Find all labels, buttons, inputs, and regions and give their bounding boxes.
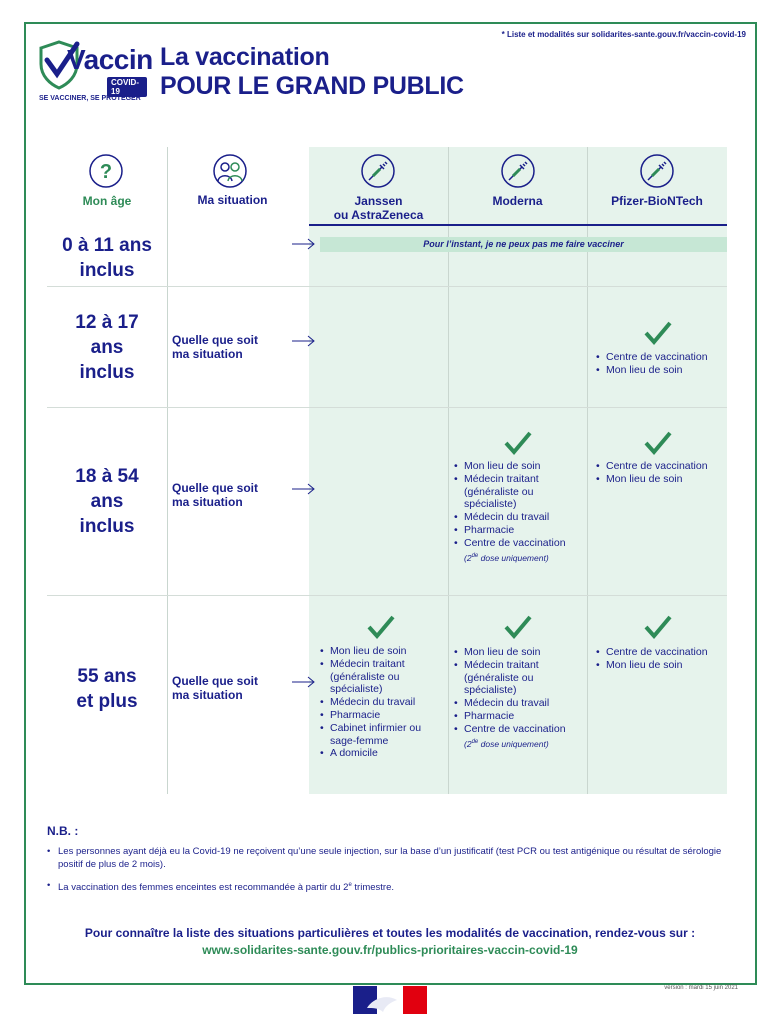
syringe-icon (639, 153, 675, 189)
age-0-11 (47, 233, 167, 283)
row-divider (47, 407, 727, 408)
checkmark-icon (503, 614, 533, 640)
age-line: ans (90, 337, 124, 358)
list-item-line: sage-femme (330, 734, 389, 747)
nb-text: trimestre. (351, 882, 395, 894)
situation-line: Quelle que soit (172, 333, 259, 347)
situation-line: Quelle que soit (172, 481, 259, 495)
republique-francaise-logo (353, 986, 427, 1014)
list-item: • Mon lieu de soin (454, 646, 566, 659)
nb-sup: e (348, 882, 352, 888)
arrow-right-icon (292, 335, 316, 347)
list-item-line: Médecin traitant (464, 658, 539, 671)
note-sup: de (471, 738, 479, 745)
age-18-54 (47, 464, 167, 539)
situation-line: ma situation (172, 688, 243, 702)
people-icon (212, 153, 248, 189)
list-item: • Centre de vaccination (454, 723, 566, 736)
dose-note (454, 736, 566, 751)
age-line: et plus (76, 691, 138, 712)
list-item: • Mon lieu de soin (320, 645, 421, 658)
list-item-line: Cabinet infirmier ou (330, 721, 422, 734)
pfizer-55-plus-list (596, 646, 708, 672)
logo-word: Vaccin (67, 44, 153, 75)
note-text: (2 (464, 738, 472, 749)
header-underline (309, 224, 727, 226)
list-item: • Centre de vaccination (454, 537, 566, 550)
age-12-17 (47, 310, 167, 385)
header-janssen (309, 194, 448, 222)
list-item: • A domicile (320, 747, 421, 760)
version-label: version : mardi 15 juin 2021 (664, 985, 738, 991)
header-age: Mon âge (82, 194, 132, 208)
checkmark-icon (643, 430, 673, 456)
arrow-right-icon (292, 483, 316, 495)
list-item-line: Médecin traitant (330, 657, 405, 670)
list-item: • Centre de vaccination (596, 460, 708, 473)
svg-text:?: ? (99, 161, 113, 183)
list-item: • Médecin du travail (320, 696, 421, 709)
page-title (160, 43, 464, 101)
list-item-line: spécialiste) (464, 498, 517, 511)
nb-title: N.B. : (47, 824, 79, 838)
list-item: • Médecin du travail (454, 697, 566, 710)
list-item: • Pharmacie (454, 524, 566, 537)
note-text: dose uniquement) (478, 738, 549, 749)
list-item: • Pharmacie (454, 710, 566, 723)
cta-text: Pour connaître la liste des situations particulières et toutes les modalités de vaccination, rendez-vous sur : (84, 926, 696, 940)
situation-any (172, 333, 258, 361)
header-janssen-line-1: Janssen (354, 194, 403, 208)
header-moderna: Moderna (492, 194, 543, 208)
moderna-18-54-list (454, 460, 566, 564)
row-divider (47, 286, 727, 287)
arrow-right-icon (292, 238, 316, 250)
age-line: 12 à 17 (75, 312, 139, 333)
list-item-line: Médecin traitant (464, 472, 539, 485)
list-item: • Mon lieu de soin (596, 659, 708, 672)
age-line: inclus (79, 516, 135, 537)
pfizer-18-54-list (596, 460, 708, 486)
dose-note (454, 550, 566, 565)
header-janssen-line-2: ou AstraZeneca (333, 208, 424, 222)
list-item: • Pharmacie (320, 709, 421, 722)
age-line: 18 à 54 (75, 466, 139, 487)
checkmark-icon (643, 320, 673, 346)
list-item (454, 659, 566, 697)
header-situation: Ma situation (197, 193, 268, 207)
note-text: (2 (464, 552, 472, 563)
syringe-icon (500, 153, 536, 189)
list-item: • Centre de vaccination (596, 646, 708, 659)
list-item (320, 722, 421, 748)
age-line: ans (90, 491, 124, 512)
vaccin-covid-logo (37, 40, 153, 106)
situation-line: ma situation (172, 347, 243, 361)
age-line: inclus (79, 260, 135, 281)
pfizer-12-17-list (596, 351, 708, 377)
syringe-icon (360, 153, 396, 189)
source-note: * Liste et modalités sur solidarites-sante.gouv.fr/vaccin-covid-19 (501, 30, 746, 39)
list-item (320, 658, 421, 696)
list-item-line: (généraliste ou (330, 670, 400, 683)
note-text: dose uniquement) (478, 552, 549, 563)
nb-item (47, 879, 747, 894)
list-item (454, 473, 566, 511)
checkmark-icon (643, 614, 673, 640)
nb-list (47, 845, 747, 902)
list-item-line: spécialiste) (330, 683, 383, 696)
title-line-2: POUR LE GRAND PUBLIC (160, 72, 464, 100)
situation-line: ma situation (172, 495, 243, 509)
list-item-line: spécialiste) (464, 684, 517, 697)
question-icon (88, 153, 124, 189)
arrow-right-icon (292, 676, 316, 688)
situation-any (172, 674, 258, 702)
not-eligible-notice: Pour l’instant, je ne peux pas me faire vacciner (320, 237, 727, 252)
nb-text: La vaccination des femmes enceintes est recommandée à partir du 2 (58, 882, 349, 894)
column-divider (167, 147, 168, 794)
list-item: • Mon lieu de soin (454, 460, 566, 473)
title-line-1: La vaccination (160, 43, 330, 71)
list-item-line: (généraliste ou (464, 671, 534, 684)
note-sup: de (471, 552, 479, 559)
header-pfizer: Pfizer-BioNTech (611, 194, 703, 208)
age-line: 55 ans (77, 666, 137, 687)
nb-item: • Les personnes ayant déjà eu la Covid-19 ne reçoivent qu’une seule injection, sur la base d’un justificatif (test PCR ou test antigénique ou résultat de sérologie positif de plus de 2 mois). (47, 845, 747, 871)
age-line: inclus (79, 362, 135, 383)
logo-badge: COVID-19 (107, 77, 147, 97)
checkmark-icon (366, 614, 396, 640)
moderna-55-plus-list (454, 646, 566, 750)
row-divider (47, 595, 727, 596)
situation-any (172, 481, 258, 509)
list-item: • Mon lieu de soin (596, 364, 708, 377)
age-line: 0 à 11 ans (62, 235, 152, 256)
list-item-line: (généraliste ou (464, 485, 534, 498)
list-item: • Centre de vaccination (596, 351, 708, 364)
cta-link[interactable]: www.solidarites-sante.gouv.fr/publics-prioritaires-vaccin-covid-19 (202, 943, 578, 957)
list-item: • Médecin du travail (454, 511, 566, 524)
janssen-55-plus-list (320, 645, 421, 760)
logo-tagline: SE VACCINER, SE PROTÉGER (39, 95, 141, 102)
situation-line: Quelle que soit (172, 674, 259, 688)
age-55-plus (47, 664, 167, 714)
checkmark-icon (503, 430, 533, 456)
list-item: • Mon lieu de soin (596, 473, 708, 486)
